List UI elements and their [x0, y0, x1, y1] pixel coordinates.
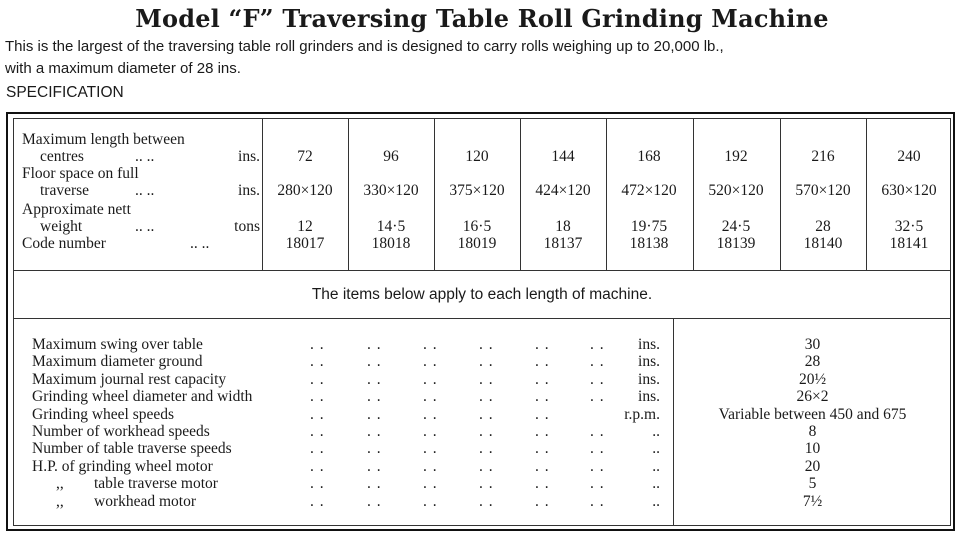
leader-dots: . .: [590, 423, 605, 440]
leader-dots: . .: [310, 353, 325, 371]
page-title: Model “F” Traversing Table Roll Grinding Machine: [135, 4, 829, 33]
spec-item-value: 30: [804, 336, 821, 353]
leader-dots: . .: [479, 405, 494, 423]
row-dots: .. ..: [135, 148, 155, 165]
leader-dots: . .: [310, 388, 325, 406]
top-table-value: 32·5: [894, 218, 924, 235]
leader-dots: . .: [310, 336, 325, 353]
leader-dots: . .: [423, 336, 438, 353]
leader-dots: . .: [535, 405, 550, 423]
leader-dots: . .: [367, 423, 382, 440]
ditto-mark: ,,: [56, 492, 64, 510]
leader-dots: . .: [479, 336, 494, 353]
leader-dots: . .: [310, 475, 325, 493]
leader-dots: . .: [367, 492, 382, 510]
row-dots: .. ..: [135, 218, 155, 235]
leader-dots: . .: [535, 457, 550, 475]
leader-dots: . .: [535, 370, 550, 388]
leader-dots: . .: [590, 336, 605, 353]
leader-dots: . .: [479, 475, 494, 493]
row-label-line1: Code number: [22, 235, 106, 252]
leader-dots: . .: [535, 440, 550, 458]
spec-item-unit: r.p.m.: [624, 405, 660, 423]
top-table-value: 18140: [803, 235, 843, 252]
spec-item-value: 28: [804, 353, 821, 371]
top-table-value: 12: [297, 218, 313, 235]
leader-dots: . .: [590, 457, 605, 475]
row-label-line1: Approximate nett: [22, 201, 131, 218]
spec-item-label: workhead motor: [94, 492, 197, 510]
spec-item-label: Number of table traverse speeds: [32, 440, 232, 458]
top-table-value: 72: [297, 148, 313, 165]
top-table-value: 472×120: [621, 182, 677, 199]
spec-item-unit: ..: [652, 475, 660, 493]
row-dots: .. ..: [135, 182, 155, 199]
leader-dots: . .: [367, 457, 382, 475]
top-table-value: 375×120: [449, 182, 505, 199]
leader-dots: . .: [535, 336, 550, 353]
separator-note: [13, 318, 951, 319]
spec-item-unit: ins.: [638, 388, 660, 406]
leader-dots: . .: [423, 457, 438, 475]
spec-item-unit: ..: [652, 457, 660, 475]
leader-dots: . .: [310, 405, 325, 423]
table-note: The items below apply to each length of machine.: [311, 286, 653, 303]
spec-item-label: Grinding wheel diameter and width: [32, 388, 253, 406]
top-table-value: 18: [555, 218, 571, 235]
top-table-value: 18018: [371, 235, 411, 252]
leader-dots: . .: [479, 423, 494, 440]
leader-dots: . .: [423, 370, 438, 388]
leader-dots: . .: [479, 353, 494, 371]
leader-dots: . .: [423, 475, 438, 493]
top-table-value: 18137: [543, 235, 583, 252]
leader-dots: . .: [479, 370, 494, 388]
leader-dots: . .: [310, 423, 325, 440]
leader-dots: . .: [310, 440, 325, 458]
spec-item-label: table traverse motor: [94, 475, 218, 493]
leader-dots: . .: [479, 492, 494, 510]
top-table-value: 144: [551, 148, 575, 165]
leader-dots: . .: [367, 440, 382, 458]
top-table-value: 18139: [716, 235, 756, 252]
leader-dots: . .: [479, 457, 494, 475]
spec-item-unit: ins.: [638, 353, 660, 371]
top-table-value: 18017: [285, 235, 325, 252]
top-table-value: 424×120: [535, 182, 591, 199]
spec-item-value: Variable between 450 and 675: [718, 405, 907, 423]
row-dots: .. ..: [190, 235, 210, 252]
spec-item-unit: ..: [652, 440, 660, 458]
top-table-value: 28: [815, 218, 831, 235]
spec-item-unit: ..: [652, 492, 660, 510]
top-table-value: 330×120: [363, 182, 419, 199]
spec-item-value: 26×2: [796, 388, 829, 406]
spec-item-unit: ins.: [638, 336, 660, 353]
leader-dots: . .: [590, 353, 605, 371]
leader-dots: . .: [423, 440, 438, 458]
top-table-value: 18141: [889, 235, 929, 252]
leader-dots: . .: [535, 475, 550, 493]
spec-item-value: 7½: [802, 492, 823, 510]
leader-dots: . .: [535, 492, 550, 510]
top-table-value: 570×120: [795, 182, 851, 199]
intro-line-2: with a maximum diameter of 28 ins.: [5, 60, 241, 77]
leader-dots: . .: [479, 388, 494, 406]
top-table-value: 192: [724, 148, 748, 165]
spec-item-label: Maximum journal rest capacity: [32, 370, 227, 388]
leader-dots: . .: [590, 475, 605, 493]
top-table-value: 14·5: [376, 218, 406, 235]
spec-item-unit: ..: [652, 423, 660, 440]
top-table-value: 19·75: [630, 218, 668, 235]
leader-dots: . .: [423, 423, 438, 440]
leader-dots: . .: [367, 370, 382, 388]
spec-item-label: H.P. of grinding wheel motor: [32, 457, 213, 475]
leader-dots: . .: [423, 405, 438, 423]
row-label-line2: weight: [40, 218, 83, 235]
separator-top-table: [13, 270, 951, 271]
leader-dots: . .: [590, 492, 605, 510]
top-table-value: 630×120: [881, 182, 937, 199]
spec-item-value: 10: [804, 440, 821, 458]
leader-dots: . .: [535, 388, 550, 406]
top-table-value: 18138: [629, 235, 669, 252]
top-table-value: 18019: [457, 235, 497, 252]
row-label-line2: centres: [40, 148, 84, 165]
leader-dots: . .: [423, 353, 438, 371]
leader-dots: . .: [367, 405, 382, 423]
row-unit: ins.: [238, 148, 260, 165]
leader-dots: . .: [590, 370, 605, 388]
leader-dots: . .: [310, 457, 325, 475]
spec-item-value: 5: [808, 475, 817, 493]
row-label-line1: Floor space on full: [22, 165, 139, 182]
leader-dots: . .: [367, 388, 382, 406]
top-table-value: 16·5: [462, 218, 492, 235]
spec-item-value: 20: [804, 457, 821, 475]
leader-dots: . .: [590, 440, 605, 458]
top-table-value: 280×120: [277, 182, 333, 199]
spec-item-label: Number of workhead speeds: [32, 423, 210, 440]
row-label-line1: Maximum length between: [22, 131, 185, 148]
ditto-mark: ,,: [56, 475, 64, 493]
intro-line-1: This is the largest of the traversing table roll grinders and is designed to carry rolls weighing up to 20,000 lb.,: [5, 38, 724, 55]
row-label-line2: traverse: [40, 182, 90, 199]
top-table-value: 168: [637, 148, 661, 165]
leader-dots: . .: [367, 475, 382, 493]
leader-dots: . .: [590, 388, 605, 406]
leader-dots: . .: [423, 492, 438, 510]
top-table-value: 240: [897, 148, 921, 165]
leader-dots: . .: [310, 492, 325, 510]
leader-dots: . .: [367, 353, 382, 371]
top-table-value: 96: [383, 148, 399, 165]
intro-text: [5, 36, 960, 80]
leader-dots: . .: [423, 388, 438, 406]
spec-item-value: 8: [808, 423, 817, 440]
leader-dots: . .: [535, 423, 550, 440]
spec-item-label: Grinding wheel speeds: [32, 405, 175, 423]
leader-dots: . .: [535, 353, 550, 371]
top-table-value: 520×120: [708, 182, 764, 199]
row-unit: tons: [234, 218, 260, 235]
top-table-value: 120: [465, 148, 489, 165]
row-unit: ins.: [238, 182, 260, 199]
leader-dots: . .: [367, 336, 382, 353]
spec-item-label: Maximum swing over table: [32, 336, 203, 353]
spec-item-unit: ins.: [638, 370, 660, 388]
spec-item-value: 20½: [798, 370, 827, 388]
spec-item-label: Maximum diameter ground: [32, 353, 203, 371]
leader-dots: . .: [310, 370, 325, 388]
top-table-value: 216: [811, 148, 835, 165]
leader-dots: . .: [479, 440, 494, 458]
specification-heading: SPECIFICATION: [6, 84, 124, 101]
top-table-value: 24·5: [721, 218, 751, 235]
